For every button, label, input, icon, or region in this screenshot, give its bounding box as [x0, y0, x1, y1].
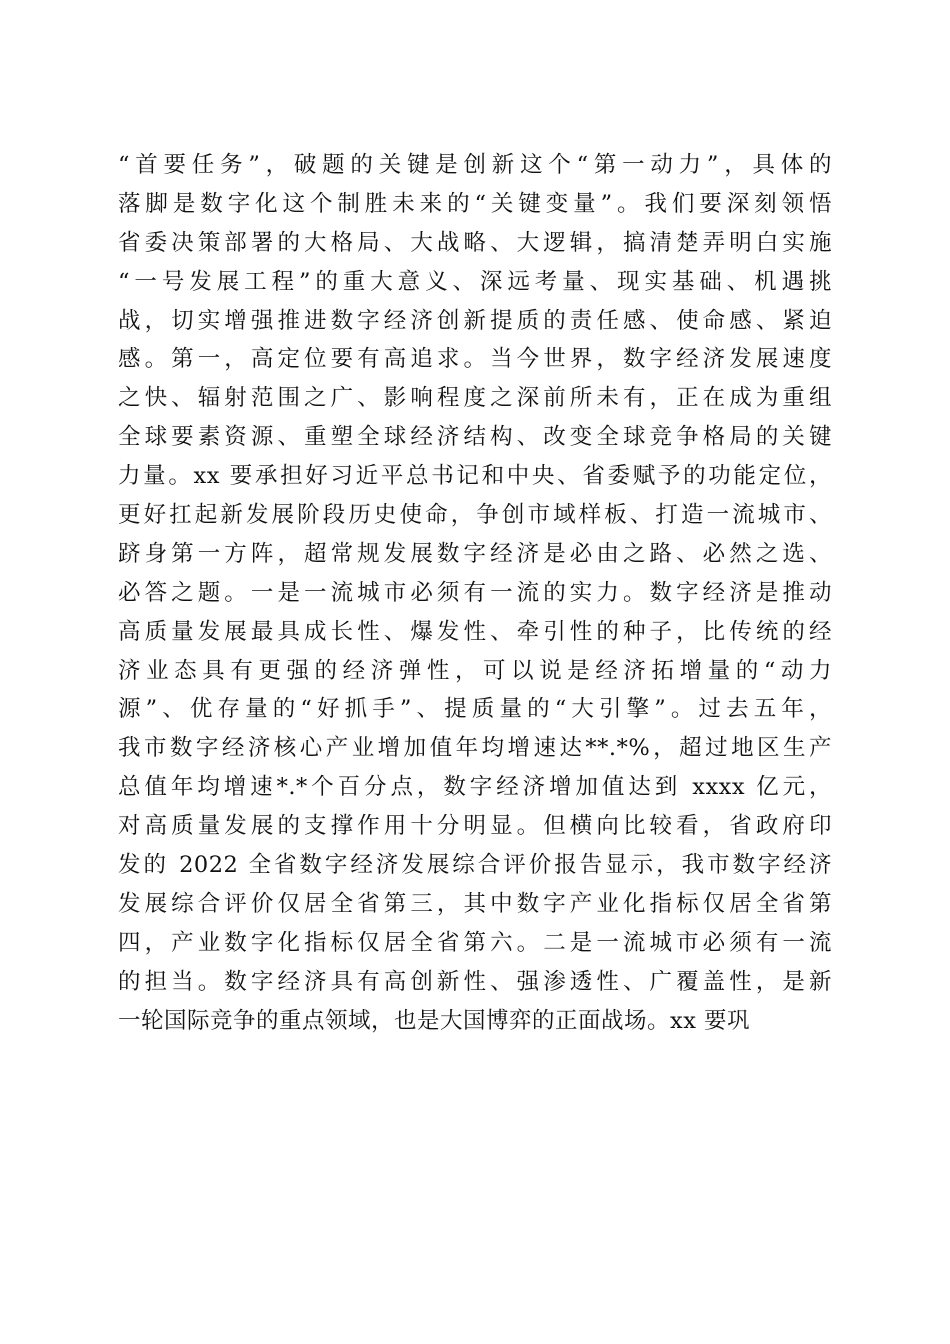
text-line: 四，产业数字化指标仅居全省第六。二是一流城市必须有一流	[118, 929, 832, 956]
text-line: “一号发展工程”的重大意义、深远考量、现实基础、机遇挑	[118, 268, 832, 295]
text-line: 我市数字经济核心产业增加值年均增速达**.*%，超过地区生产	[118, 735, 832, 762]
text-line: 感。第一，高定位要有高追求。当今世界，数字经济发展速度	[118, 346, 832, 373]
text-line: 战，切实增强推进数字经济创新提质的责任感、使命感、紧迫	[118, 307, 832, 334]
text-line: 全球要素资源、重塑全球经济结构、改变全球竞争格局的关键	[118, 424, 832, 451]
text-line: 发展综合评价仅居全省第三，其中数字产业化指标仅居全省第	[118, 890, 832, 917]
text-line: “首要任务”，破题的关键是创新这个“第一动力”，具体的	[118, 152, 832, 178]
text-line: 对高质量发展的支撑作用十分明显。但横向比较看，省政府印	[118, 813, 832, 840]
text-line: 跻身第一方阵，超常规发展数字经济是必由之路、必然之选、	[118, 540, 832, 567]
text-line: 之快、辐射范围之广、影响程度之深前所未有，正在成为重组	[118, 385, 832, 412]
text-line: 总值年均增速*.*个百分点，数字经济增加值达到 xxxx 亿元，	[118, 774, 832, 801]
text-line: 济业态具有更强的经济弹性，可以说是经济拓增量的“动力	[118, 657, 832, 684]
text-line: 力量。xx 要承担好习近平总书记和中央、省委赋予的功能定位，	[118, 463, 832, 490]
body-paragraph	[118, 146, 832, 1040]
text-line: 必答之题。一是一流城市必须有一流的实力。数字经济是推动	[118, 579, 832, 606]
text-line: 更好扛起新发展阶段历史使命，争创市域样板、打造一流城市、	[118, 502, 832, 529]
text-line: 发的 2022 全省数字经济发展综合评价报告显示，我市数字经济	[118, 852, 832, 879]
text-line: 落脚是数字化这个制胜未来的“关键变量”。我们要深刻领悟	[118, 190, 832, 217]
text-line: 高质量发展最具成长性、爆发性、牵引性的种子，比传统的经	[118, 618, 832, 645]
text-line: 省委决策部署的大格局、大战略、大逻辑，搞清楚弄明白实施	[118, 229, 832, 256]
text-line: 一轮国际竞争的重点领域，也是大国博弈的正面战场。xx 要巩	[118, 1007, 751, 1034]
text-line: 的担当。数字经济具有高创新性、强渗透性、广覆盖性，是新	[118, 968, 832, 995]
text-line: 源”、优存量的“好抓手”、提质量的“大引擎”。过去五年，	[118, 696, 832, 723]
